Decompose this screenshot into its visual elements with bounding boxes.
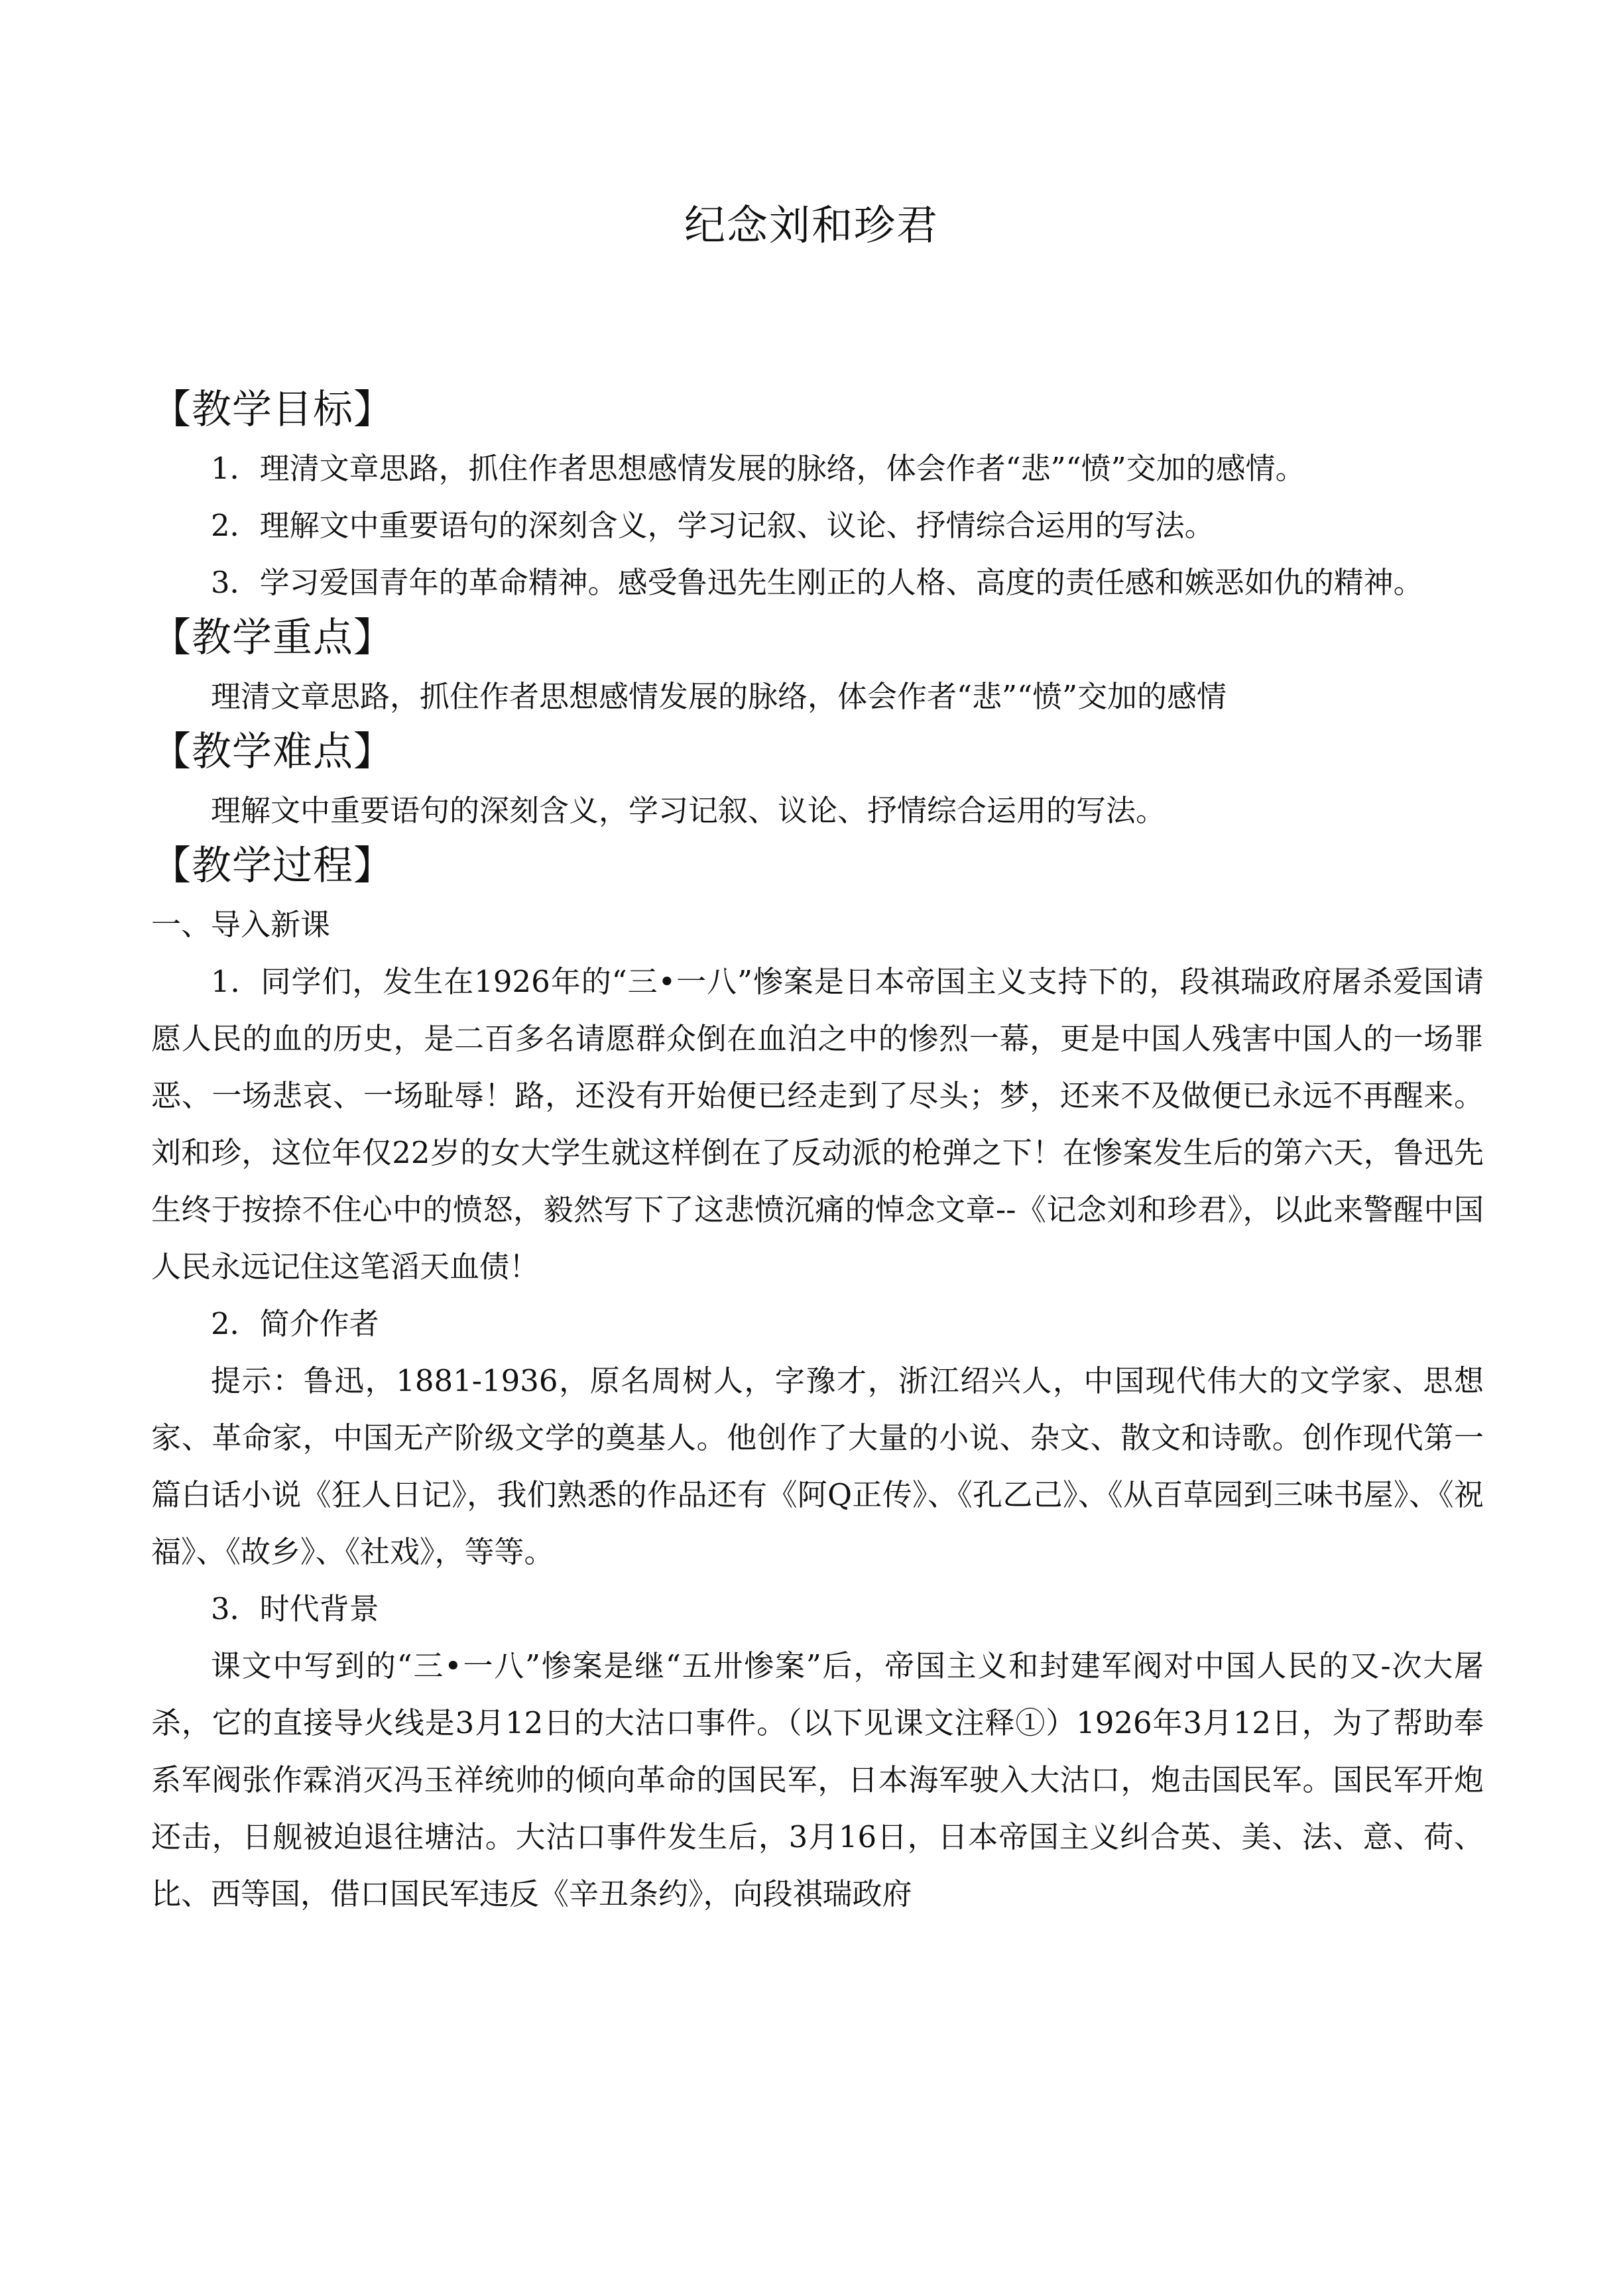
- key-points-text: 理清文章思路，抓住作者思想感情发展的脉络，体会作者“悲”“愤”交加的感情: [211, 679, 1227, 714]
- intro-subtitle-background: 3．时代背景: [211, 1591, 379, 1626]
- section-heading-goals: 【教学目标】: [151, 387, 394, 433]
- intro-paragraph-author: 提示：鲁迅，1881-1936，原名周树人，字豫才，浙江绍兴人，中国现代伟大的文学家、思想家、革命家，中国无产阶级文学的奠基人。他创作了大量的小说、杂文、散文和诗歌。创作现代第一篇白话小说《狂人日记》，我们熟悉的作品还有《阿Q正传》、《孔乙己》、《从百草园到三味书屋》、《祝福》、《故乡》、《社戏》，等等。: [151, 1363, 1484, 1569]
- process-part1-title: 一、导入新课: [151, 907, 331, 942]
- intro-subtitle-author: 2．简介作者: [211, 1306, 379, 1341]
- section-heading-key-points: 【教学重点】: [151, 615, 394, 661]
- document-title: 纪念刘和珍君: [684, 201, 939, 249]
- difficulties-text: 理解文中重要语句的深刻含义，学习记叙、议论、抒情综合运用的写法。: [211, 793, 1166, 828]
- goal-item-3: 3．学习爱国青年的革命精神。感受鲁迅先生刚正的人格、高度的责任感和嫉恶如仇的精神。: [211, 565, 1423, 600]
- document-body: [151, 383, 1484, 1923]
- intro-paragraph-1: 1．同学们，发生在1926年的“三•一八”惨案是日本帝国主义支持下的，段祺瑞政府屠杀爱国请愿人民的血的历史，是二百多名请愿群众倒在血泊之中的惨烈一幕，更是中国人残害中国人的一场罪恶、一场悲哀、一场耻辱！路，还没有开始便已经走到了尽头；梦，还来不及做便已永远不再醒来。刘和珍，这位年仅22岁的女大学生就这样倒在了反动派的枪弹之下！在惨案发生后的第六天，鲁迅先生终于按捺不住心中的愤怒，毅然写下了这悲愤沉痛的悼念文章--《记念刘和珍君》，以此来警醒中国人民永远记住这笔滔天血债！: [151, 964, 1484, 1284]
- section-heading-difficulties: 【教学难点】: [151, 729, 394, 775]
- intro-paragraph-background: 课文中写到的“三•一八”惨案是继“五卅惨案”后，帝国主义和封建军阀对中国人民的又-次大屠杀，它的直接导火线是3月12日的大沽口事件。（以下见课文注释①）1926年3月12日，为了帮助奉系军阀张作霖消灭冯玉祥统帅的倾向革命的国民军，日本海军驶入大沽口，炮击国民军。国民军开炮还击，日舰被迫退往塘沽。大沽口事件发生后，3月16日，日本帝国主义纠合英、美、法、意、荷、比、西等国，借口国民军违反《辛丑条约》，向段祺瑞政府: [151, 1648, 1484, 1911]
- goal-item-2: 2．理解文中重要语句的深刻含义，学习记叙、议论、抒情综合运用的写法。: [211, 508, 1215, 543]
- section-heading-process: 【教学过程】: [151, 843, 394, 889]
- goal-item-1: 1．理清文章思路，抓住作者思想感情发展的脉络，体会作者“悲”“愤”交加的感情。: [211, 451, 1305, 486]
